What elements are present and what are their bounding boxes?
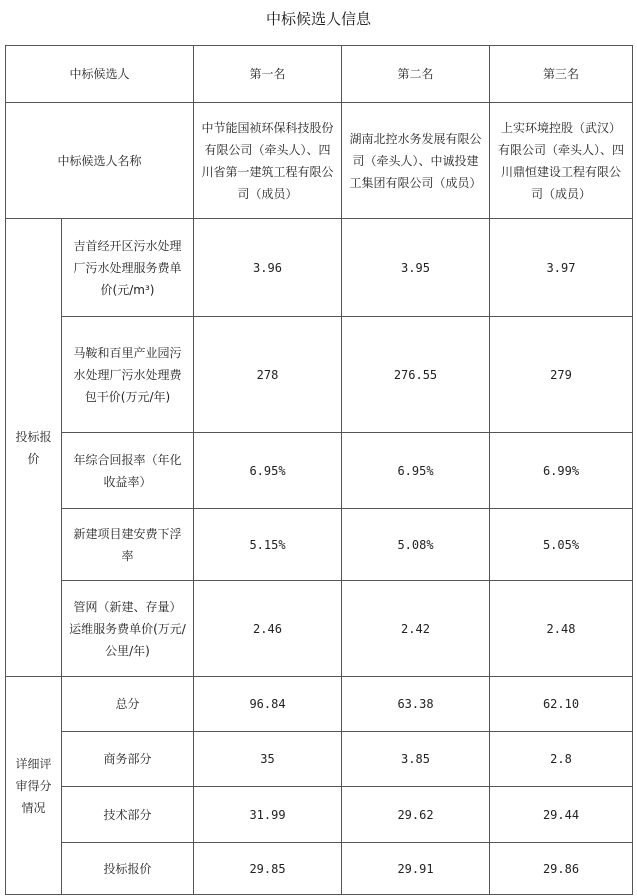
table-row — [6, 317, 633, 433]
bid-section-label: 投标报价 — [6, 219, 62, 677]
value-cell: 29.44 — [490, 787, 633, 843]
score-section-label: 详细评审得分情况 — [6, 677, 62, 895]
value-cell: 3.95 — [342, 219, 490, 317]
row-label: 年综合回报率（年化收益率） — [62, 433, 194, 509]
value-cell: 6.99% — [490, 433, 633, 509]
table-row — [6, 581, 633, 677]
company-3: 上实环境控股（武汉）有限公司（牵头人）、四川鼎恒建设工程有限公司（成员） — [490, 103, 633, 219]
row-label: 商务部分 — [62, 732, 194, 787]
candidate-name-row — [6, 103, 633, 219]
value-cell: 29.86 — [490, 843, 633, 895]
row-label: 新建项目建安费下浮率 — [62, 509, 194, 581]
value-cell: 35 — [194, 732, 342, 787]
value-cell: 278 — [194, 317, 342, 433]
value-cell: 3.85 — [342, 732, 490, 787]
row-label: 技术部分 — [62, 787, 194, 843]
rank-header-1: 第一名 — [194, 46, 342, 103]
company-1: 中节能国祯环保科技股份有限公司（牵头人）、四川省第一建筑工程有限公司（成员） — [194, 103, 342, 219]
candidate-header: 中标候选人 — [6, 46, 194, 103]
table-row — [6, 732, 633, 787]
value-cell: 5.08% — [342, 509, 490, 581]
table-row — [6, 509, 633, 581]
value-cell: 3.97 — [490, 219, 633, 317]
header-row — [6, 46, 633, 103]
value-cell: 29.91 — [342, 843, 490, 895]
page-title: 中标候选人信息 — [265, 10, 371, 28]
row-label: 吉首经开区污水处理厂污水处理服务费单价(元/m³) — [62, 219, 194, 317]
rank-header-2: 第二名 — [342, 46, 490, 103]
company-2: 湖南北控水务发展有限公司（牵头人）、中诚投建工集团有限公司（成员） — [342, 103, 490, 219]
value-cell: 2.42 — [342, 581, 490, 677]
value-cell: 29.85 — [194, 843, 342, 895]
row-label: 总分 — [62, 677, 194, 732]
table-row — [6, 787, 633, 843]
value-cell: 63.38 — [342, 677, 490, 732]
candidate-name-label: 中标候选人名称 — [6, 103, 194, 219]
table-row — [6, 843, 633, 895]
value-cell: 2.48 — [490, 581, 633, 677]
value-cell: 62.10 — [490, 677, 633, 732]
value-cell: 279 — [490, 317, 633, 433]
value-cell: 6.95% — [342, 433, 490, 509]
candidate-table — [5, 45, 633, 895]
value-cell: 5.15% — [194, 509, 342, 581]
table-row — [6, 219, 633, 317]
value-cell: 31.99 — [194, 787, 342, 843]
value-cell: 6.95% — [194, 433, 342, 509]
row-label: 马鞍和百里产业园污水处理厂污水处理费包干价(万元/年) — [62, 317, 194, 433]
rank-header-3: 第三名 — [490, 46, 633, 103]
row-label: 管网（新建、存量）运维服务费单价(万元/公里/年) — [62, 581, 194, 677]
value-cell: 2.8 — [490, 732, 633, 787]
value-cell: 29.62 — [342, 787, 490, 843]
value-cell: 3.96 — [194, 219, 342, 317]
table-row — [6, 433, 633, 509]
row-label: 投标报价 — [62, 843, 194, 895]
table-row — [6, 677, 633, 732]
value-cell: 276.55 — [342, 317, 490, 433]
value-cell: 5.05% — [490, 509, 633, 581]
value-cell: 96.84 — [194, 677, 342, 732]
value-cell: 2.46 — [194, 581, 342, 677]
